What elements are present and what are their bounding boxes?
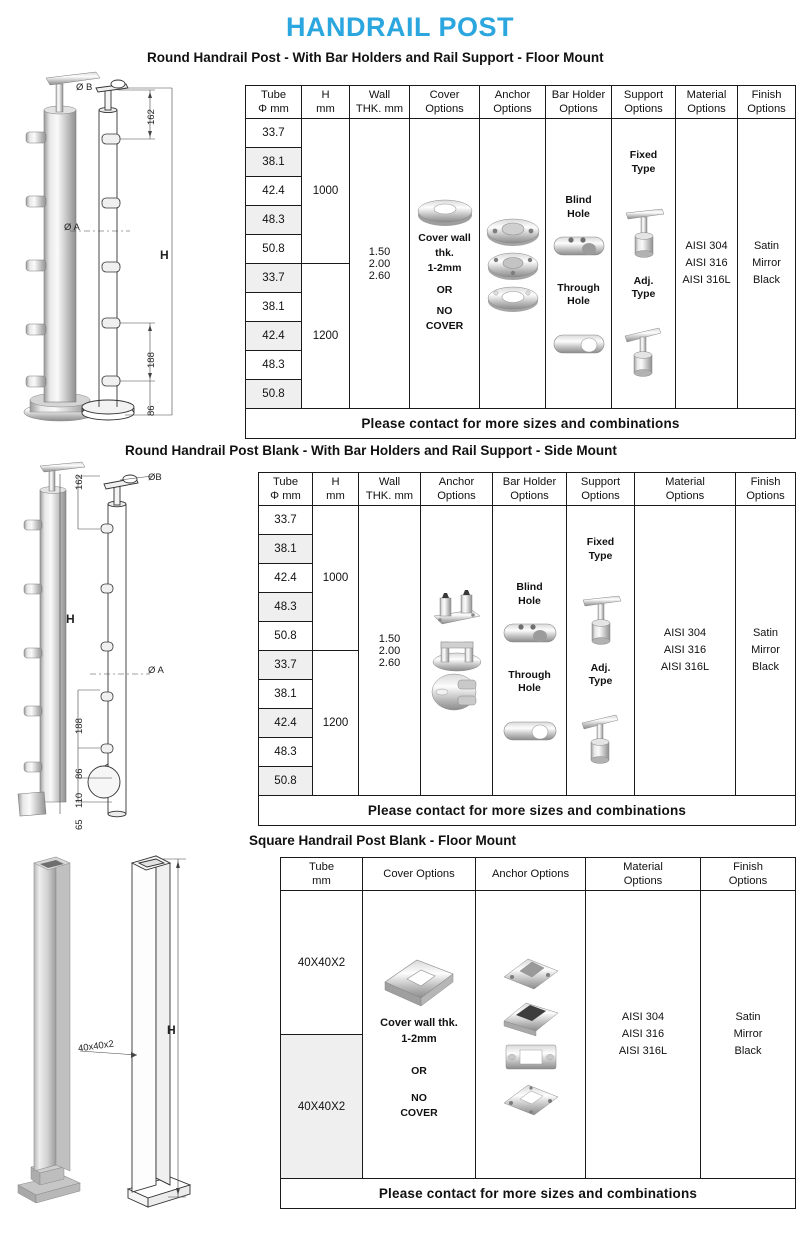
cover-text-2: 1-2mm [401, 1032, 437, 1045]
col-h: H mm [302, 86, 350, 119]
table-header-row [259, 473, 796, 506]
drawing-svg-2 [0, 462, 250, 820]
col-wall-thk: Wall THK. mm [359, 473, 421, 506]
col-cover-options: Cover Options [363, 858, 476, 891]
finish-options-cell [738, 119, 796, 409]
material-options-cell [676, 119, 738, 409]
dim-label-110: 110 [74, 792, 85, 808]
round-anchor-flange-image-3 [484, 282, 542, 314]
blind-hole-label-2: Hole [567, 207, 590, 220]
tube-size-cell: 50.8 [246, 235, 302, 264]
table-footer-row [246, 409, 796, 439]
col-cover-options: Cover Options [410, 86, 480, 119]
cover-text-or: OR [411, 1064, 427, 1077]
dim-label-86: 86 [146, 405, 157, 416]
square-anchor-image-4 [498, 1077, 564, 1121]
fixed-type-label-1: Fixed [629, 149, 658, 162]
round-anchor-flange-image-2 [484, 248, 542, 282]
tube-size-cell: 42.4 [246, 177, 302, 206]
dim-label-40x40x2: 40x40x2 [77, 1038, 115, 1055]
col-tube: Tube Φ mm [259, 473, 313, 506]
dim-label-162: 162 [146, 109, 157, 125]
spec-table-round-side-mount [258, 472, 796, 826]
contact-note: Please contact for more sizes and combinations [246, 409, 796, 439]
cover-text-5: COVER [425, 319, 464, 332]
col-tube: Tube mm [281, 858, 363, 891]
col-anchor-options: Anchor Options [421, 473, 493, 506]
dim-label-h: H [160, 248, 169, 262]
spec-table-round-floor-mount [245, 85, 796, 439]
dim-label-65: 65 [74, 819, 85, 830]
table-footer-row [259, 796, 796, 826]
dim-label-162: 162 [74, 474, 85, 490]
cover-text-3: 1-2mm [427, 262, 462, 275]
through-hole-label-1: Through [557, 281, 600, 294]
col-material-options: Material Options [586, 858, 701, 891]
anchor-options-cell [476, 891, 586, 1179]
material-options-cell [586, 891, 701, 1179]
col-bar-holder-options: Bar Holder Options [546, 86, 612, 119]
support-options-cell [612, 119, 676, 409]
table-row [246, 119, 796, 148]
col-material-options: Material Options [676, 86, 738, 119]
bar-holder-through-hole-image [499, 714, 561, 746]
col-finish-options: Finish Options [738, 86, 796, 119]
col-finish-options: Finish Options [736, 473, 796, 506]
side-mount-anchor-image-3 [428, 672, 486, 712]
material-3: AISI 316L [682, 274, 731, 287]
col-wall-thk: Wall THK. mm [350, 86, 410, 119]
cover-text-2: thk. [435, 247, 454, 260]
round-post-side-mount-drawing [0, 462, 250, 830]
col-anchor-options: Anchor Options [476, 858, 586, 891]
dim-label-diameter-a: Ø A [64, 222, 80, 233]
tube-size-cell: 33.7 [246, 264, 302, 293]
finish-1: Satin [753, 239, 780, 252]
material-2: AISI 316 [685, 256, 728, 269]
round-post-floor-mount-drawing [0, 70, 240, 430]
dim-label-h: H [66, 612, 75, 626]
tube-size-cell: 38.1 [259, 535, 313, 564]
dim-label-diameter-b: ØB [148, 472, 162, 483]
contact-note: Please contact for more sizes and combinations [281, 1179, 796, 1209]
finish-options-cell [701, 891, 796, 1179]
finish-3: Black [734, 1045, 762, 1058]
square-anchor-image-3 [498, 1037, 564, 1077]
height-cell: 1000 [313, 506, 359, 651]
tube-size-cell: 38.1 [246, 293, 302, 322]
finish-2: Mirror [751, 643, 780, 656]
finish-1: Satin [735, 1010, 761, 1023]
finish-2: Mirror [752, 256, 781, 269]
cover-text-or: OR [436, 283, 453, 296]
blind-hole-label-1: Blind [565, 194, 592, 207]
material-options-cell [635, 506, 736, 796]
fixed-type-label-1: Fixed [586, 536, 615, 549]
tube-size-cell: 38.1 [246, 148, 302, 177]
dim-label-h: H [167, 1023, 176, 1037]
tube-size-cell: 40X40X2 [281, 891, 363, 1035]
through-hole-label-2: Hole [567, 295, 590, 308]
material-3: AISI 316L [618, 1045, 668, 1058]
tube-size-cell: 50.8 [259, 622, 313, 651]
table-row [259, 506, 796, 535]
col-support-options: Support Options [612, 86, 676, 119]
tube-size-cell: 48.3 [259, 738, 313, 767]
material-2: AISI 316 [663, 643, 707, 656]
rail-support-fixed-image [621, 203, 667, 261]
square-post-floor-mount-drawing [0, 845, 250, 1240]
table-header-row [281, 858, 796, 891]
drawing-svg-3 [0, 845, 250, 1240]
through-hole-label-2: Hole [518, 682, 541, 695]
side-mount-anchor-image-2 [428, 632, 486, 672]
section-1-title: Round Handrail Post - With Bar Holders and Rail Support - Floor Mount [147, 50, 604, 65]
tube-size-cell: 48.3 [246, 351, 302, 380]
through-hole-label-1: Through [508, 668, 551, 681]
page-title: HANDRAIL POST [285, 12, 514, 42]
cover-text-4: NO [436, 304, 453, 317]
finish-2: Mirror [733, 1027, 763, 1040]
support-options-cell [567, 506, 635, 796]
material-1: AISI 304 [621, 1010, 665, 1023]
tube-size-cell: 42.4 [246, 322, 302, 351]
col-h: H mm [313, 473, 359, 506]
cover-text-5: COVER [400, 1107, 438, 1120]
round-cover-flange-image [414, 193, 476, 229]
drawing-svg-1 [0, 70, 240, 430]
material-3: AISI 316L [660, 661, 710, 674]
bar-holder-blind-hole-image [499, 615, 561, 649]
col-support-options: Support Options [567, 473, 635, 506]
material-1: AISI 304 [663, 626, 707, 639]
adj-type-label-2: Type [588, 675, 613, 688]
dim-label-diameter-b: Ø B [76, 82, 93, 93]
finish-options-cell [736, 506, 796, 796]
finish-1: Satin [752, 626, 779, 639]
rail-support-adjustable-image [578, 711, 624, 767]
cover-text-1: Cover wall [418, 231, 471, 244]
square-anchor-image-1 [498, 949, 564, 993]
contact-note: Please contact for more sizes and combinations [259, 796, 796, 826]
cover-text-4: NO [411, 1091, 427, 1104]
fixed-type-label-2: Type [588, 549, 613, 562]
dim-label-diameter-a: Ø A [148, 665, 164, 676]
table-footer-row [281, 1179, 796, 1209]
tube-size-cell: 50.8 [259, 767, 313, 796]
material-2: AISI 316 [621, 1027, 665, 1040]
tube-size-cell: 33.7 [259, 651, 313, 680]
dim-label-188: 188 [74, 718, 85, 734]
section-3-title: Square Handrail Post Blank - Floor Mount [249, 833, 517, 848]
bar-holder-through-hole-image [549, 327, 609, 359]
section-2-title: Round Handrail Post Blank - With Bar Holders and Rail Support - Side Mount [125, 443, 617, 458]
anchor-options-cell [480, 119, 546, 409]
table-row [281, 891, 796, 1035]
height-cell: 1200 [313, 651, 359, 796]
rail-support-adjustable-image [621, 324, 667, 380]
col-bar-holder-options: Bar Holder Options [493, 473, 567, 506]
material-1: AISI 304 [685, 239, 728, 252]
finish-3: Black [753, 274, 780, 287]
square-anchor-image-2 [498, 993, 564, 1037]
cover-options-cell [363, 891, 476, 1179]
anchor-options-cell [421, 506, 493, 796]
tube-size-cell: 40X40X2 [281, 1035, 363, 1179]
blind-hole-label-1: Blind [516, 581, 543, 594]
finish-3: Black [752, 661, 779, 674]
cover-options-cell [410, 119, 480, 409]
height-cell: 1200 [302, 264, 350, 409]
height-cell: 1000 [302, 119, 350, 264]
fixed-type-label-2: Type [631, 162, 656, 175]
adj-type-label-1: Adj. [633, 274, 654, 287]
col-finish-options: Finish Options [701, 858, 796, 891]
col-tube: Tube Φ mm [246, 86, 302, 119]
tube-size-cell: 42.4 [259, 709, 313, 738]
bar-holder-options-cell [546, 119, 612, 409]
bar-holder-blind-hole-image [549, 228, 609, 262]
bar-holder-options-cell [493, 506, 567, 796]
spec-table-square-floor-mount [280, 857, 796, 1209]
dim-label-188: 188 [146, 352, 157, 368]
adj-type-label-2: Type [631, 288, 656, 301]
wall-thk-cell: 1.50 2.00 2.60 [350, 119, 410, 409]
adj-type-label-1: Adj. [590, 661, 611, 674]
round-anchor-flange-image-1 [484, 214, 542, 248]
tube-size-cell: 38.1 [259, 680, 313, 709]
col-material-options: Material Options [635, 473, 736, 506]
wall-thk-cell: 1.50 2.00 2.60 [359, 506, 421, 796]
square-cover-flange-image [377, 948, 461, 1010]
rail-support-fixed-image [578, 590, 624, 648]
tube-size-cell: 33.7 [259, 506, 313, 535]
side-mount-anchor-image-1 [428, 590, 486, 632]
tube-size-cell: 48.3 [246, 206, 302, 235]
col-anchor-options: Anchor Options [480, 86, 546, 119]
blind-hole-label-2: Hole [518, 594, 541, 607]
table-header-row [246, 86, 796, 119]
tube-size-cell: 33.7 [246, 119, 302, 148]
tube-size-cell: 50.8 [246, 380, 302, 409]
dim-label-86: 86 [74, 768, 85, 779]
tube-size-cell: 42.4 [259, 564, 313, 593]
cover-text-1: Cover wall thk. [380, 1016, 458, 1029]
tube-size-cell: 48.3 [259, 593, 313, 622]
